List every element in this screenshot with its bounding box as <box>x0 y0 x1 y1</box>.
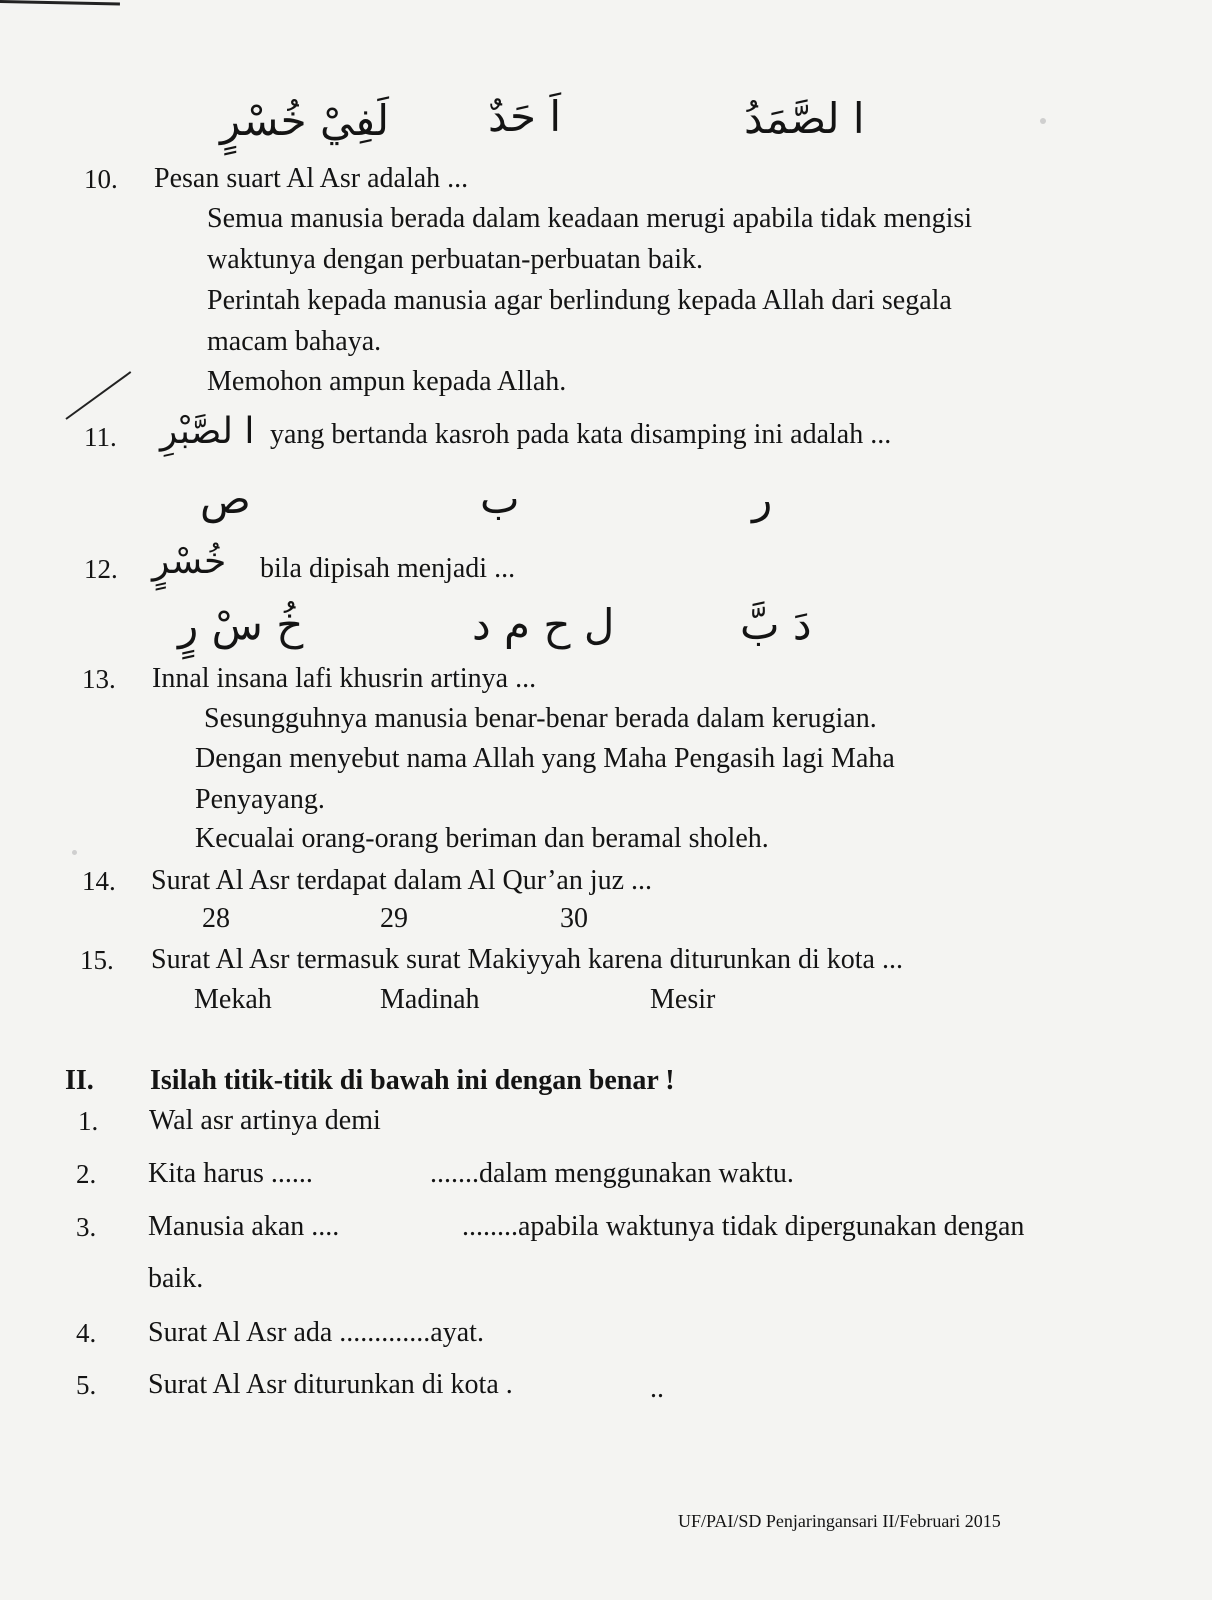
q10-number: 10. <box>84 164 118 194</box>
fill-item-5-number: 5. <box>76 1370 97 1400</box>
q10-question: Pesan suart Al Asr adalah ... <box>154 163 469 194</box>
fill-item-2-text-a: Kita harus ...... <box>148 1158 313 1189</box>
q11-option-1: ص <box>200 474 251 523</box>
q10-option-line-5: Memohon ampun kepada Allah. <box>207 366 567 397</box>
fill-item-1-text: Wal asr artinya demi <box>149 1105 381 1136</box>
q13-option-line-2: Dengan menyebut nama Allah yang Maha Pengasih lagi Maha <box>195 743 895 774</box>
fill-item-3-text-b: ........apabila waktunya tidak dipergunakan dengan <box>462 1211 1025 1242</box>
scan-speck <box>72 850 77 855</box>
footer-label: UF/PAI/SD Penjaringansari II/Februari 2015 <box>678 1511 1001 1531</box>
fill-item-1-number: 1. <box>78 1106 99 1136</box>
fill-item-3-text-a: Manusia akan .... <box>148 1211 340 1242</box>
q11-arabic-word: ا لصَّبْرِ <box>160 411 255 452</box>
fill-item-4-number: 4. <box>76 1318 97 1348</box>
q14-question: Surat Al Asr terdapat dalam Al Qur’an juz ... <box>151 865 653 896</box>
q13-question: Innal insana lafi khusrin artinya ... <box>152 663 537 694</box>
fill-item-2-text-b: .......dalam menggunakan waktu. <box>430 1158 794 1189</box>
q11-number: 11. <box>84 422 117 452</box>
q12-question: bila dipisah menjadi ... <box>260 553 516 584</box>
q10-option-line-1: Semua manusia berada dalam keadaan merugi apabila tidak mengisi <box>207 203 973 234</box>
q11-question: yang bertanda kasroh pada kata disamping ini adalah ... <box>270 419 892 450</box>
q13-option-line-1: Sesungguhnya manusia benar-benar berada dalam kerugian. <box>204 703 877 734</box>
q10-option-line-2: waktunya dengan perbuatan-perbuatan baik. <box>207 244 704 275</box>
q14-number: 14. <box>82 866 116 896</box>
q13-number: 13. <box>82 664 116 694</box>
fill-item-5-text-b: .. <box>650 1373 664 1404</box>
q15-number: 15. <box>80 945 114 975</box>
fill-item-5-text-a: Surat Al Asr diturunkan di kota . <box>148 1369 513 1400</box>
q15-option-2: Madinah <box>380 984 480 1015</box>
q12-number: 12. <box>84 554 118 584</box>
fill-item-3-continuation: baik. <box>148 1263 204 1294</box>
arabic-option-2: اَ حَدٌ <box>488 92 562 141</box>
q10-option-line-4: macam bahaya. <box>207 326 382 357</box>
fill-item-3-number: 3. <box>76 1212 97 1242</box>
q13-option-line-3: Penyayang. <box>195 784 325 815</box>
q11-option-2: ب <box>480 474 520 523</box>
handwritten-strike-mark <box>65 371 131 420</box>
q15-option-3: Mesir <box>650 984 716 1015</box>
q15-option-1: Mekah <box>194 984 272 1015</box>
arabic-option-3: ا لصَّمَدُ <box>744 94 865 143</box>
scan-speck <box>1040 118 1046 124</box>
q11-option-3: ر <box>752 474 773 523</box>
section-ii-roman: II. <box>65 1065 94 1096</box>
q12-arabic-word: خُسْرٍ <box>152 541 227 582</box>
arabic-option-1: لَفِيْ خُسْرٍ <box>220 96 390 145</box>
q12-option-2: ل ح م د <box>472 600 615 649</box>
fill-item-2-number: 2. <box>76 1159 97 1189</box>
q14-option-1: 28 <box>202 903 230 934</box>
scan-edge-line <box>0 0 120 6</box>
section-ii-heading: Isilah titik-titik di bawah ini dengan benar ! <box>150 1065 675 1096</box>
q15-question: Surat Al Asr termasuk surat Makiyyah karena diturunkan di kota ... <box>151 944 903 975</box>
q14-option-3: 30 <box>560 903 588 934</box>
q13-option-line-4: Kecualai orang-orang beriman dan beramal sholeh. <box>195 823 769 854</box>
q14-option-2: 29 <box>380 903 408 934</box>
q10-option-line-3: Perintah kepada manusia agar berlindung kepada Allah dari segala <box>207 285 952 316</box>
q12-option-1: خُ سْ رٍ <box>178 600 304 649</box>
q12-option-3: دَ بَّ <box>740 600 812 649</box>
fill-item-4-text: Surat Al Asr ada .............ayat. <box>148 1317 484 1348</box>
